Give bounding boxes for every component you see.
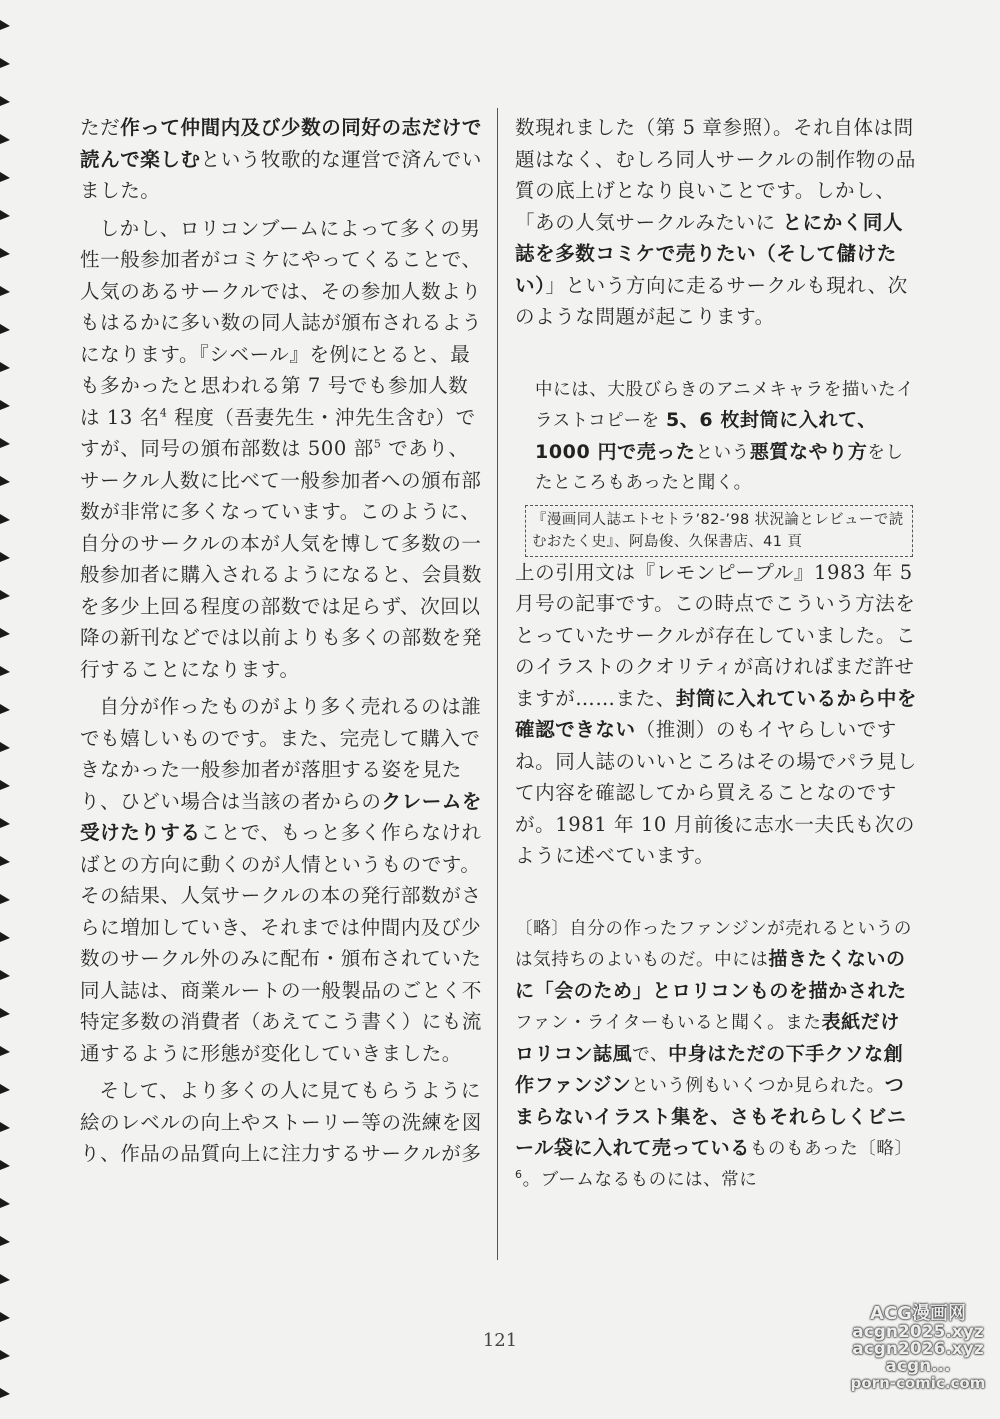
text-run: 」という方向に走るサークルも現れ、次のような問題が起こります。 bbox=[515, 273, 908, 328]
text-run: という bbox=[695, 442, 750, 463]
block-quote-1 bbox=[515, 375, 917, 499]
text-run: ただ bbox=[80, 116, 121, 139]
bold-run: 作って仲間内及び少数の同好の志だけで bbox=[120, 116, 483, 139]
bold-run: クレームを受けたりする bbox=[80, 789, 483, 844]
text-run: しかし、ロリコンブームによって多くの男性一般参加者がコミケにやってくることで、人気のあるサークルでは、その参加人数よりもはるかに多い数の同人誌が頒布されるようになります。『シベール』を例にとると、最も多かったと思われる第 7 号でも参加人数は 13 名 bbox=[80, 216, 483, 429]
binding-edge bbox=[0, 0, 14, 1419]
text-run: 程度（吾妻先生・沖先生含む）ですが、同号の頒布部数は 500 部 bbox=[80, 405, 476, 460]
text-run: （推測）のもイヤらしいですね。同人誌のいいところはその場でパラ見して内容を確認してから買えることなのですが。1981 年 10 月前後に志水一夫氏も次のように述べています。 bbox=[515, 718, 918, 867]
bold-run: 5、6 枚封筒に入れて、1000 円で売った bbox=[535, 409, 877, 463]
text-run: で、 bbox=[632, 1044, 669, 1065]
watermark-line: porn-comic.com bbox=[850, 1374, 986, 1392]
bold-run: 読んで楽しむ bbox=[80, 147, 201, 171]
paragraph-2 bbox=[80, 213, 485, 686]
watermark-line: acgn2026.xyz bbox=[852, 1339, 984, 1359]
citation-box: 『漫画同人誌エトセトラ’82-’98 状況論とレビューで読むおたく史』、阿島俊、久保書店、41 頁 bbox=[525, 505, 913, 557]
paragraph-5 bbox=[515, 112, 917, 333]
watermark bbox=[848, 1304, 988, 1392]
watermark-line: ACG漫画网 bbox=[870, 1303, 966, 1324]
paragraph-3 bbox=[80, 691, 485, 1069]
column-divider bbox=[497, 108, 498, 1260]
bold-run: 中身はただの下手クソな創作ファンジン bbox=[515, 1042, 904, 1096]
paragraph-1 bbox=[80, 112, 485, 207]
page-number: 121 bbox=[482, 1330, 518, 1351]
footnote-ref: 5 bbox=[373, 437, 382, 451]
bold-run: 封筒に入れているから中を確認できない bbox=[515, 686, 918, 741]
footnote-ref: 4 bbox=[159, 406, 168, 419]
left-column bbox=[80, 112, 485, 1170]
text-run: ことで、もっと多く作らなければとの方向に動くのが人情というものです。その結果、人気サークルの本の発行部数がさらに増加していき、それまでは仲間内及び少数のサークル外のみに配布・頒布されていた同人誌は、商業ルートの一般製品のごとく不特定多数の消費者（あえてこう書く）にも流通するように形態が変化していきました。 bbox=[80, 821, 483, 1065]
watermark-line: acgn... bbox=[885, 1356, 951, 1376]
text-run: という牧歌的な運営で済んでいました。 bbox=[80, 147, 483, 202]
text-run: をしたところもあったと聞く。 bbox=[535, 442, 904, 493]
paragraph-4 bbox=[80, 1075, 485, 1170]
text-run: であり、サークル人数に比べて一般参加者への頒布部数が非常に多くなっています。このように、自分のサークルの本が人気を博して多数の一般参加者に購入されるようになると、会員数を多少上回る程度の部数では足らず、次回以降の新刊などでは以前よりも多くの部数を発行することになります。 bbox=[80, 437, 483, 681]
text-run: 中には、大股びらきのアニメキャラを描いたイラストコピーを bbox=[535, 379, 915, 431]
footnote-ref: 6 bbox=[515, 1167, 523, 1181]
bold-run: 悪質なやり方 bbox=[749, 440, 868, 463]
text-run: ものもあった〔略〕 bbox=[749, 1139, 913, 1159]
text-run: 〔略〕自分の作ったファンジンが売れるというのは気持ちのよいものだ。中には bbox=[515, 918, 912, 970]
watermark-line: acgn2025.xyz bbox=[852, 1322, 984, 1342]
bold-run: 表紙だけロリコン誌風 bbox=[515, 1011, 900, 1065]
paragraph-6 bbox=[515, 557, 917, 872]
text-run: という例もいくつか見られた。 bbox=[631, 1076, 885, 1096]
bold-run: つまらないイラスト集を、さもそれらしくビニール袋に入れて売っている bbox=[515, 1074, 907, 1159]
text-run: 。ブームなるものには、常に bbox=[522, 1169, 758, 1190]
text-run: 数現れました（第 5 章参照）。それ自体は問題はなく、むしろ同人サークルの制作物の品質の底上げとなり良いことです。しかし、「あの人気サークルみたいに bbox=[515, 116, 917, 234]
text-run: そして、より多くの人に見てもらうように絵のレベルの向上やストーリー等の洗練を図り、作品の品質向上に注力するサークルが多 bbox=[80, 1079, 483, 1165]
bold-run: とにかく同人誌を多数コミケで売りたい（そして儲けたい） bbox=[515, 210, 904, 297]
block-quote-2 bbox=[515, 914, 917, 1196]
text-run: ファン・ライターもいると聞く。また bbox=[515, 1013, 822, 1033]
text-run: 上の引用文は『レモンピープル』1983 年 5 月号の記事です。この時点でこういう方法をとっていたサークルが存在していました。このイラストのクオリティが高ければまだ許せますが……また、 bbox=[515, 560, 917, 710]
right-column bbox=[515, 112, 917, 1195]
bold-run: 描きたくないのに「会のため」とロリコンものを描かされた bbox=[515, 948, 907, 1002]
text-run: 自分が作ったものがより多く売れるのは誰でも嬉しいものです。また、完売して購入できなかった一般参加者が落胆する姿を見たり、ひどい場合は当該の者からの bbox=[80, 695, 482, 813]
